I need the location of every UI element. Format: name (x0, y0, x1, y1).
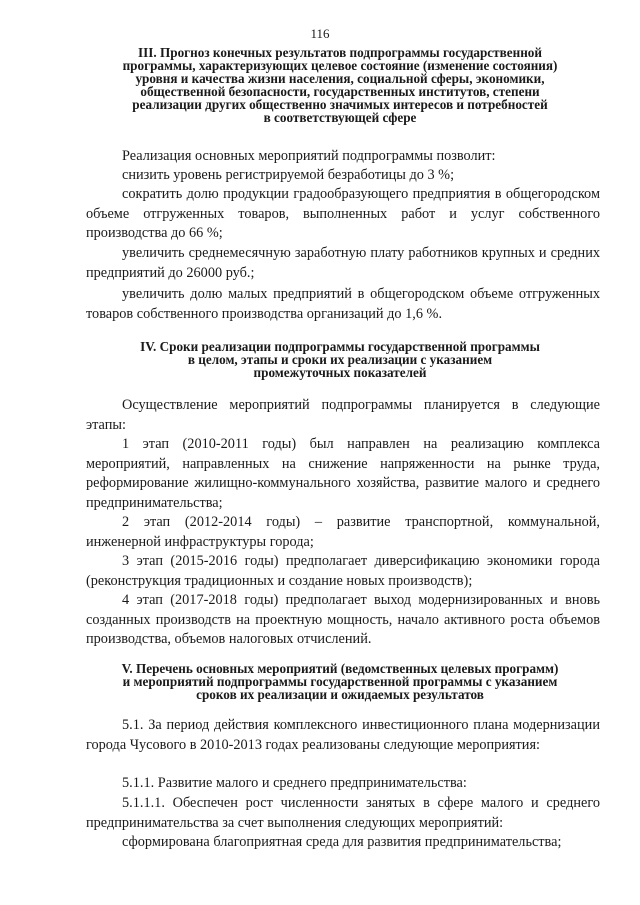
section-3-intro: Реализация основных мероприятий подпрограммы позволит: (122, 148, 496, 164)
heading-line: IV. Сроки реализации подпрограммы государственной программы (140, 339, 540, 354)
forecast-item: увеличить долю малых предприятий в общегородском объеме отгруженных товаров собственного производства организаций до 1,6 %. (86, 286, 600, 322)
forecast-item: снизить уровень регистрируемой безработицы до 3 %; (122, 167, 455, 183)
section-5-paragraph: сформирована благоприятная среда для развития предпринимательства; (122, 834, 562, 850)
heading-line: III. Прогноз конечных результатов подпрограммы государственной (137, 45, 542, 60)
section-5-paragraph: 5.1. За период действия комплексного инвестиционного плана модернизации города Чусового в 2010-2013 годах реализованы следующие мероприятия: (86, 717, 600, 753)
heading-line: в целом, этапы и сроки их реализации с указанием (187, 352, 493, 367)
section-5-paragraph: 5.1.1. Развитие малого и среднего предпринимательства: (122, 775, 467, 791)
heading-line: V. Перечень основных мероприятий (ведомственных целевых программ) (121, 661, 559, 676)
heading-line: в соответствующей сфере (263, 110, 417, 125)
section-5-paragraph: 5.1.1.1. Обеспечен рост численности занятых в сфере малого и среднего предпринимательства за счет выполнения следующих мероприятий: (86, 795, 600, 831)
heading-line: реализации других общественно значимых интересов и потребностей (132, 97, 548, 112)
heading-line: уровня и качества жизни населения, социальной сферы, экономики, (135, 71, 545, 86)
heading-line: промежуточных показателей (253, 365, 427, 380)
stage-item: 3 этап (2015-2016 годы) предполагает диверсификацию экономики города (реконструкция традиционных и создание новых производств); (86, 553, 600, 589)
forecast-item: увеличить среднемесячную заработную плату работников крупных и средних предприятий до 26000 руб.; (86, 245, 600, 281)
heading-line: программы, характеризующих целевое состояние (изменение состояния) (122, 58, 558, 73)
section-4-intro: Осуществление мероприятий подпрограммы планируется в следующие этапы: (86, 397, 600, 433)
stage-item: 2 этап (2012-2014 годы) – развитие транспортной, коммунальной, инженерной инфраструктуры города; (86, 514, 600, 550)
stage-item: 4 этап (2017-2018 годы) предполагает выход модернизированных и вновь созданных производств на проектную мощность, начало активного роста объемов производства, объемов налоговых отчислений. (86, 592, 600, 647)
stage-item: 1 этап (2010-2011 годы) был направлен на реализацию комплекса мероприятий, направленных на снижение напряженности на рынке труда, реформирование жилищно-коммунального хозяйства, развитие малого и среднего предпринимательства; (86, 436, 600, 511)
page-number: 116 (310, 26, 330, 41)
heading-line: сроков их реализации и ожидаемых результатов (196, 687, 484, 702)
heading-line: общественной безопасности, государственных институтов, степени (140, 84, 540, 99)
heading-line: и мероприятий подпрограммы государственной программы с указанием (122, 674, 558, 689)
forecast-item: сократить долю продукции градообразующего предприятия в общегородском объеме отгруженных товаров, выполненных работ и услуг собственного производства до 66 %; (86, 186, 600, 241)
